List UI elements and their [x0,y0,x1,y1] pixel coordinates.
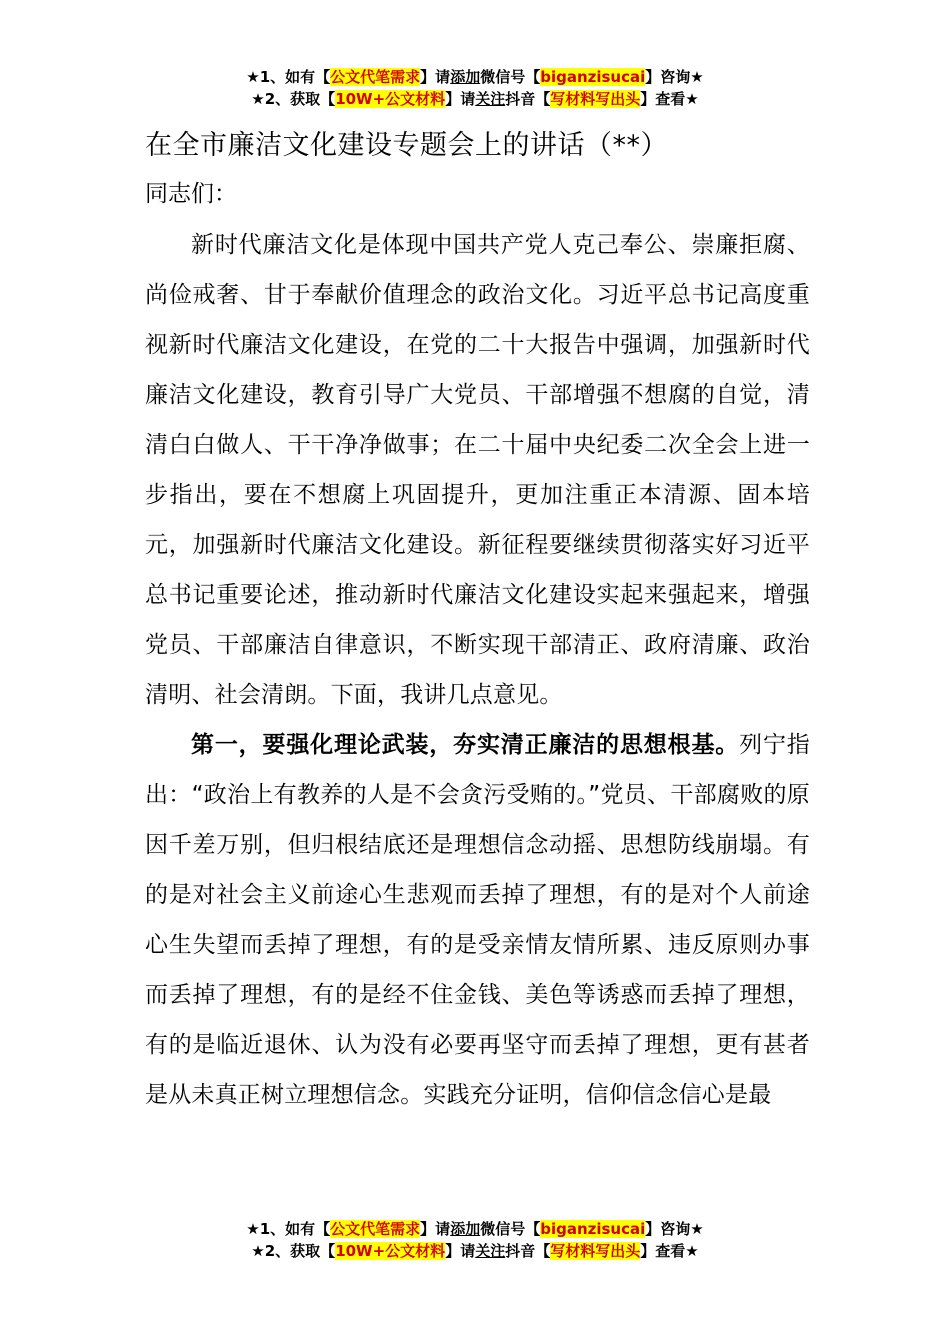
promo-underline: 添加 [450,1220,481,1238]
promo-text: 】咨询★ [645,68,704,86]
promo-text: 】请 [420,68,451,86]
promo-text: 】请 [445,1242,476,1260]
promo-line-1 [0,1218,950,1240]
promo-douyin-account: 写材料写出头 [550,1242,641,1260]
promo-text: 】查看★ [640,90,699,108]
promo-text: 】查看★ [640,1242,699,1260]
promo-wechat-id: biganzisucai [540,1220,646,1238]
promo-underline: 关注 [475,1242,506,1260]
document-body [145,220,810,1120]
promo-text: ★1、如有【 [246,68,331,86]
promo-text: 】咨询★ [645,1220,704,1238]
promo-text: 】请 [420,1220,451,1238]
promo-text: ★2、获取【 [251,1242,336,1260]
promo-text: 微信号【 [480,1220,541,1238]
promo-highlight: 10W+公文材料 [335,90,446,108]
paragraph-2 [145,720,810,1120]
paragraph-1: 新时代廉洁文化是体现中国共产党人克己奉公、崇廉拒腐、尚俭戒奢、甘于奉献价值理念的政治文化。习近平总书记高度重视新时代廉洁文化建设，在党的二十大报告中强调，加强新时代廉洁文化建设，教育引导广大党员、干部增强不想腐的自觉，清清白白做人、干干净净做事；在二十届中央纪委二次全会上进一步指出，要在不想腐上巩固提升，更加注重正本清源、固本培元，加强新时代廉洁文化建设。新征程要继续贯彻落实好习近平总书记重要论述，推动新时代廉洁文化建设实起来强起来，增强党员、干部廉洁自律意识，不断实现干部清正、政府清廉、政治清明、社会清朗。下面，我讲几点意见。 [145,232,810,708]
promo-underline: 添加 [450,68,481,86]
promo-wechat-id: biganzisucai [540,68,646,86]
promo-line-2 [0,88,950,110]
promo-douyin-account: 写材料写出头 [550,90,641,108]
promo-text: 抖音【 [505,90,551,108]
footer-promo-banner [0,1218,950,1262]
paragraph-2-body: 列宁指出：“政治上有教养的人是不会贪污受贿的。”党员、干部腐败的原因千差万别，但归根结底还是理想信念动摇、思想防线崩塌。有的是对社会主义前途心生悲观而丢掉了理想，有的是对个人前途心生失望而丢掉了理想，有的是受亲情友情所累、违反原则办事而丢掉了理想，有的是经不住金钱、美色等诱惑而丢掉了理想，有的是临近退休、认为没有必要再坚守而丢掉了理想，更有甚者是从未真正树立理想信念。实践充分证明，信仰信念信心是最 [145,732,810,1108]
promo-highlight: 公文代笔需求 [330,68,421,86]
promo-text: ★1、如有【 [246,1220,331,1238]
promo-line-2 [0,1240,950,1262]
promo-line-1 [0,66,950,88]
promo-highlight: 公文代笔需求 [330,1220,421,1238]
greeting: 同志们： [145,181,237,207]
section-heading: 第一，要强化理论武装，夯实清正廉洁的思想根基。 [191,732,740,758]
header-promo-banner [0,66,950,110]
promo-text: 微信号【 [480,68,541,86]
promo-text: ★2、获取【 [251,90,336,108]
promo-text: 】请 [445,90,476,108]
promo-underline: 关注 [475,90,506,108]
promo-text: 抖音【 [505,1242,551,1260]
document-title: 在全市廉洁文化建设专题会上的讲话（**） [145,130,668,161]
promo-highlight: 10W+公文材料 [335,1242,446,1260]
